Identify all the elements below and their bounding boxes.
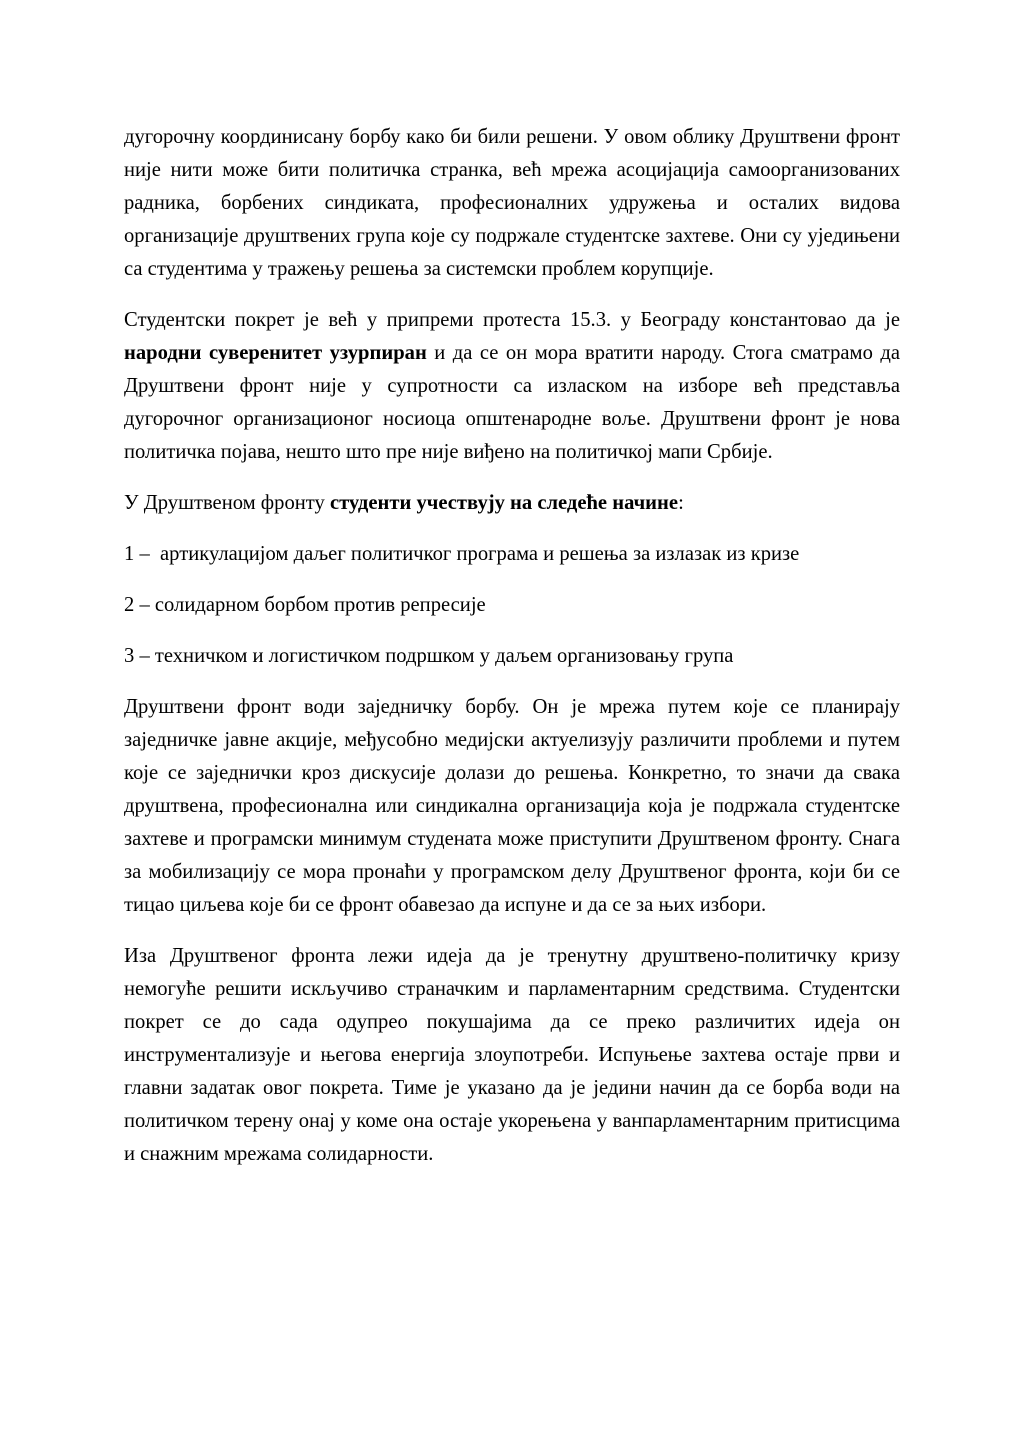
list-item-2: [124, 589, 900, 622]
paragraph-coordinated-struggle: [124, 121, 900, 286]
text-run-bold: студенти учествују на следеће начине: [329, 492, 679, 514]
text-run: 3 – техничком и логистичком подршком у даљем организовању група: [124, 645, 734, 667]
text-run-bold: народни суверенитет узурпиран: [124, 342, 427, 364]
text-run: Иза Друштвеног фронта лежи идеја да је тренутну друштвено-политичку кризу немогуће решити искључиво страначким и парламентарним средствима. Студентски покрет се до сада одупрео покушајима да се преко различитих идеја он инструментализује и његова енергија злоупотреби. Испуњење захтева остаје први и главни задатак овог покрета. Тиме је указано да је једини начин да се борба води на политичком терену онај у коме она остаје укорењена у ванпарламентарним притисцима и снажним мрежама солидарности.: [124, 945, 900, 1165]
paragraph-popular-sovereignty: [124, 304, 900, 469]
paragraph-joint-struggle: [124, 691, 900, 922]
lead-participation-ways: [124, 487, 900, 520]
paragraph-idea-behind-front: [124, 940, 900, 1171]
text-run: Друштвени фронт води заједничку борбу. Он је мрежа путем које се планирају заједничке јавне акције, међусобно медијски актуелизују различити проблеми и путем које се заједнички кроз дискусије долази до решења. Конкретно, то значи да свака друштвена, професионална или синдикална организација која је подржала студентске захтеве и програмски минимум студената може приступити Друштвеном фронту. Снага за мобилизацију се мора пронаћи у програмском делу Друштвеног фронта, који би се тицао циљева које би се фронт обавезао да испуне и да се за њих избори.: [124, 696, 900, 916]
list-item-3: [124, 640, 900, 673]
text-run: 2 – солидарном борбом против репресије: [124, 594, 486, 616]
text-run: 1 – артикулацијом даљег политичког програма и решења за излазак из кризе: [124, 543, 800, 565]
list-item-1: [124, 538, 900, 571]
text-run: У Друштвеном фронту: [124, 492, 330, 514]
text-run: :: [678, 492, 684, 514]
text-run: и да се он мора вратити народу. Стога сматрамо да Друштвени фронт није у супротности са изласком на изборе већ представља дугорочног организационог носиоца општенародне воље. Друштвени фронт је нова политичка појава, нешто што пре није виђено на политичкој мапи Србије.: [124, 342, 900, 463]
text-run: Студентски покрет је већ у припреми протеста 15.3. у Београду константовао да је: [124, 309, 900, 331]
text-run: дугорочну координисану борбу како би били решени. У овом облику Друштвени фронт није нити може бити политичка странка, већ мрежа асоцијација самоорганизованих радника, борбених синдиката, професионалних удружења и осталих видова организације друштвених група које су подржале студентске захтеве. Они су уједињени са студентима у тражењу решења за системски проблем корупције.: [124, 126, 900, 280]
